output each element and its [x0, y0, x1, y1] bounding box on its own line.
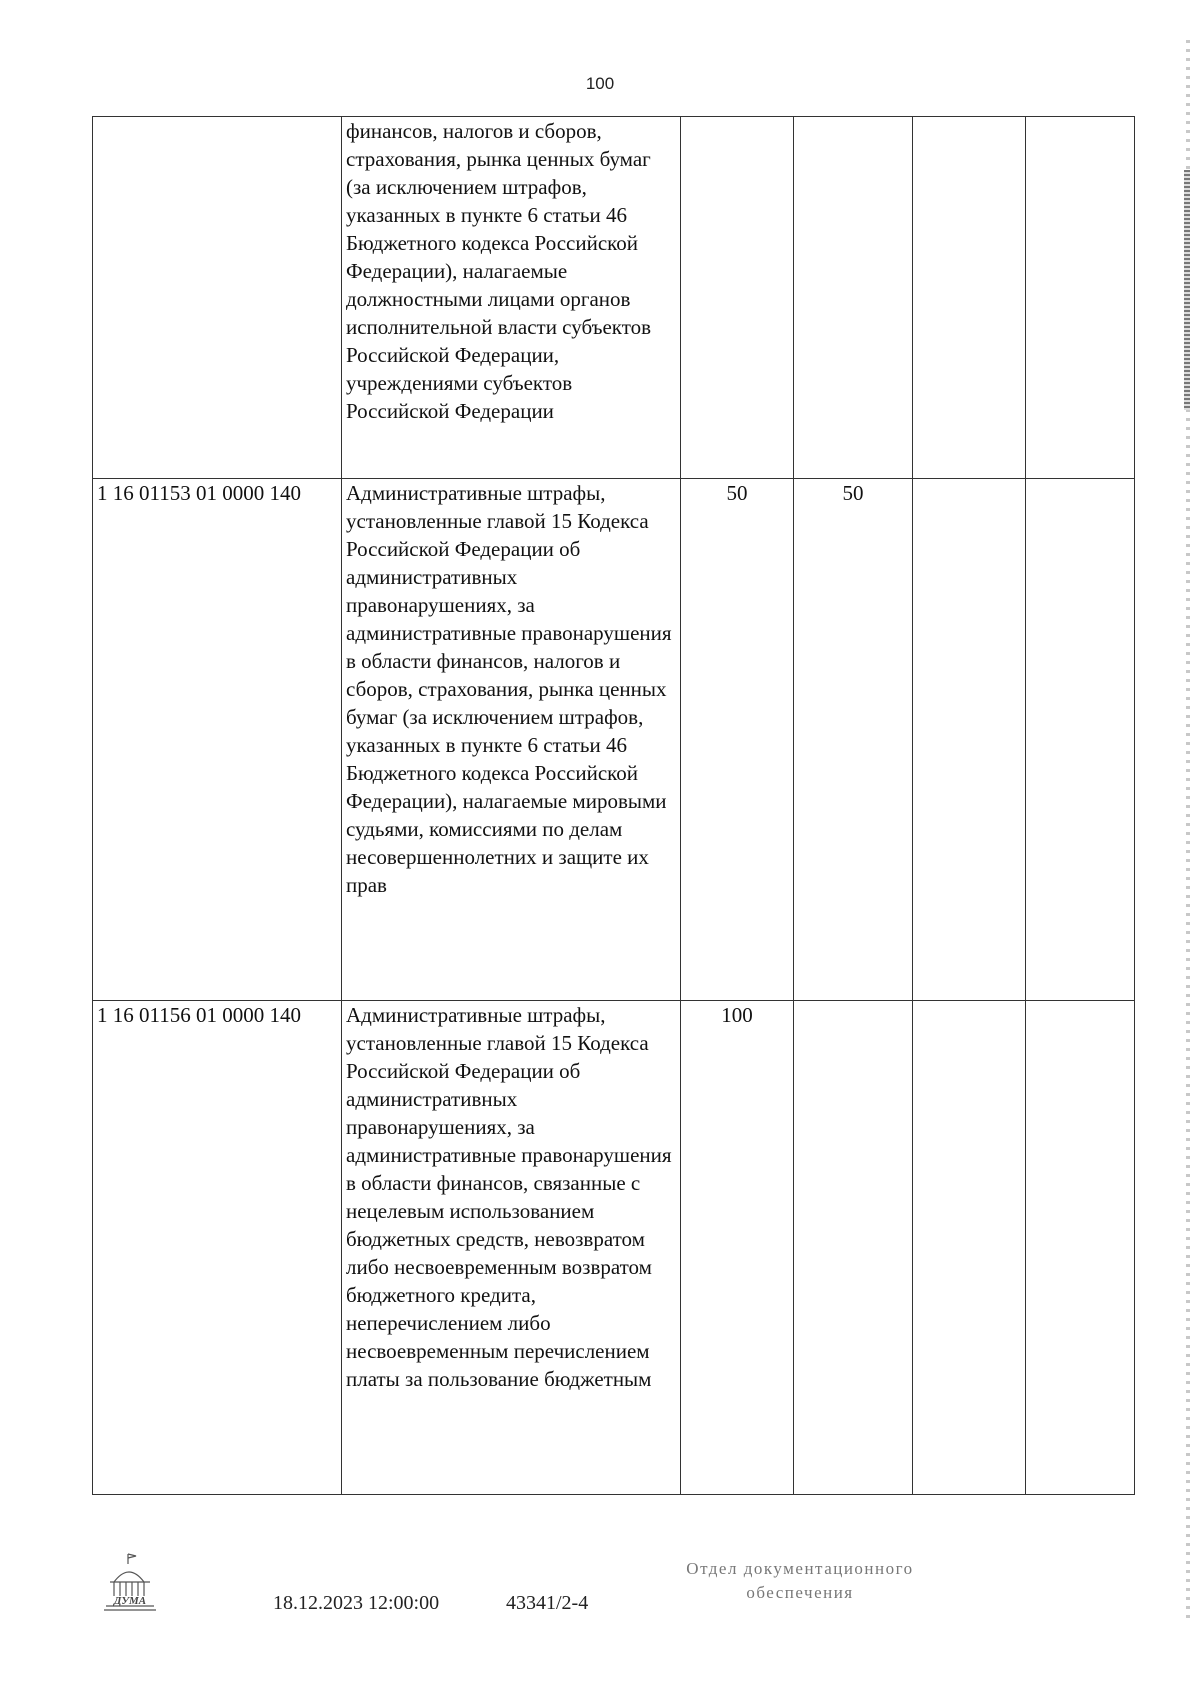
- footer-registration-number: 43341/2-4: [506, 1592, 589, 1614]
- stamp-line-1: Отдел документационного: [686, 1559, 914, 1578]
- row-value-3: [913, 1001, 1026, 1495]
- row-value-2: [794, 117, 913, 479]
- row-value-1: [681, 117, 794, 479]
- row-name-text: Административные штрафы, установленные главой 15 Кодекса Российской Федерации об административных правонарушениях, за административные правонарушения в области финансов, связанные с нецелевым использованием бюджетных средств, невозвратом либо несвоевременным возвратом бюджетного кредита, неперечислением либо несвоевременным перечислением платы за пользование бюджетным: [346, 1003, 672, 1391]
- row-value-2: 50: [794, 479, 913, 1001]
- row-value-4: [1026, 1001, 1135, 1495]
- row-code: [93, 117, 342, 479]
- row-value-1: 100: [681, 1001, 794, 1495]
- logo-text: ДУМА: [113, 1595, 147, 1607]
- row-name-text: финансов, налогов и сборов, страхования, рынка ценных бумаг (за исключением штрафов, указанных в пункте 6 статьи 46 Бюджетного кодекса Российской Федерации), налагаемые должностными лицами органов исполнительной власти субъектов Российской Федерации, учреждениями субъектов Российской Федерации: [346, 119, 652, 423]
- row-name: [342, 117, 681, 479]
- table-row: [93, 1001, 1135, 1495]
- table-row: [93, 117, 1135, 479]
- row-value-4: [1026, 479, 1135, 1001]
- budget-table: [92, 116, 1135, 1495]
- row-name: [342, 1001, 681, 1495]
- row-value-4: [1026, 117, 1135, 479]
- row-code: 1 16 01156 01 0000 140: [93, 1001, 342, 1495]
- row-value-1: 50: [681, 479, 794, 1001]
- scan-margin-barcode: [1184, 170, 1190, 410]
- table-row: [93, 479, 1135, 1001]
- stamp-line-2: обеспечения: [746, 1583, 854, 1602]
- department-stamp: [640, 1557, 960, 1605]
- row-code: 1 16 01153 01 0000 140: [93, 479, 342, 1001]
- duma-building-logo-icon: [100, 1552, 160, 1614]
- row-name-text: Административные штрафы, установленные главой 15 Кодекса Российской Федерации об административных правонарушениях, за административные правонарушения в области финансов, налогов и сборов, страхования, рынка ценных бумаг (за исключением штрафов, указанных в пункте 6 статьи 46 Бюджетного кодекса Российской Федерации), налагаемые мировыми судьями, комиссиями по делам несовершеннолетних и защите их прав: [346, 481, 672, 897]
- row-value-2: [794, 1001, 913, 1495]
- page-number: 100: [585, 74, 615, 93]
- row-value-3: [913, 117, 1026, 479]
- footer-datetime: 18.12.2023 12:00:00: [273, 1592, 440, 1614]
- row-name: [342, 479, 681, 1001]
- row-value-3: [913, 479, 1026, 1001]
